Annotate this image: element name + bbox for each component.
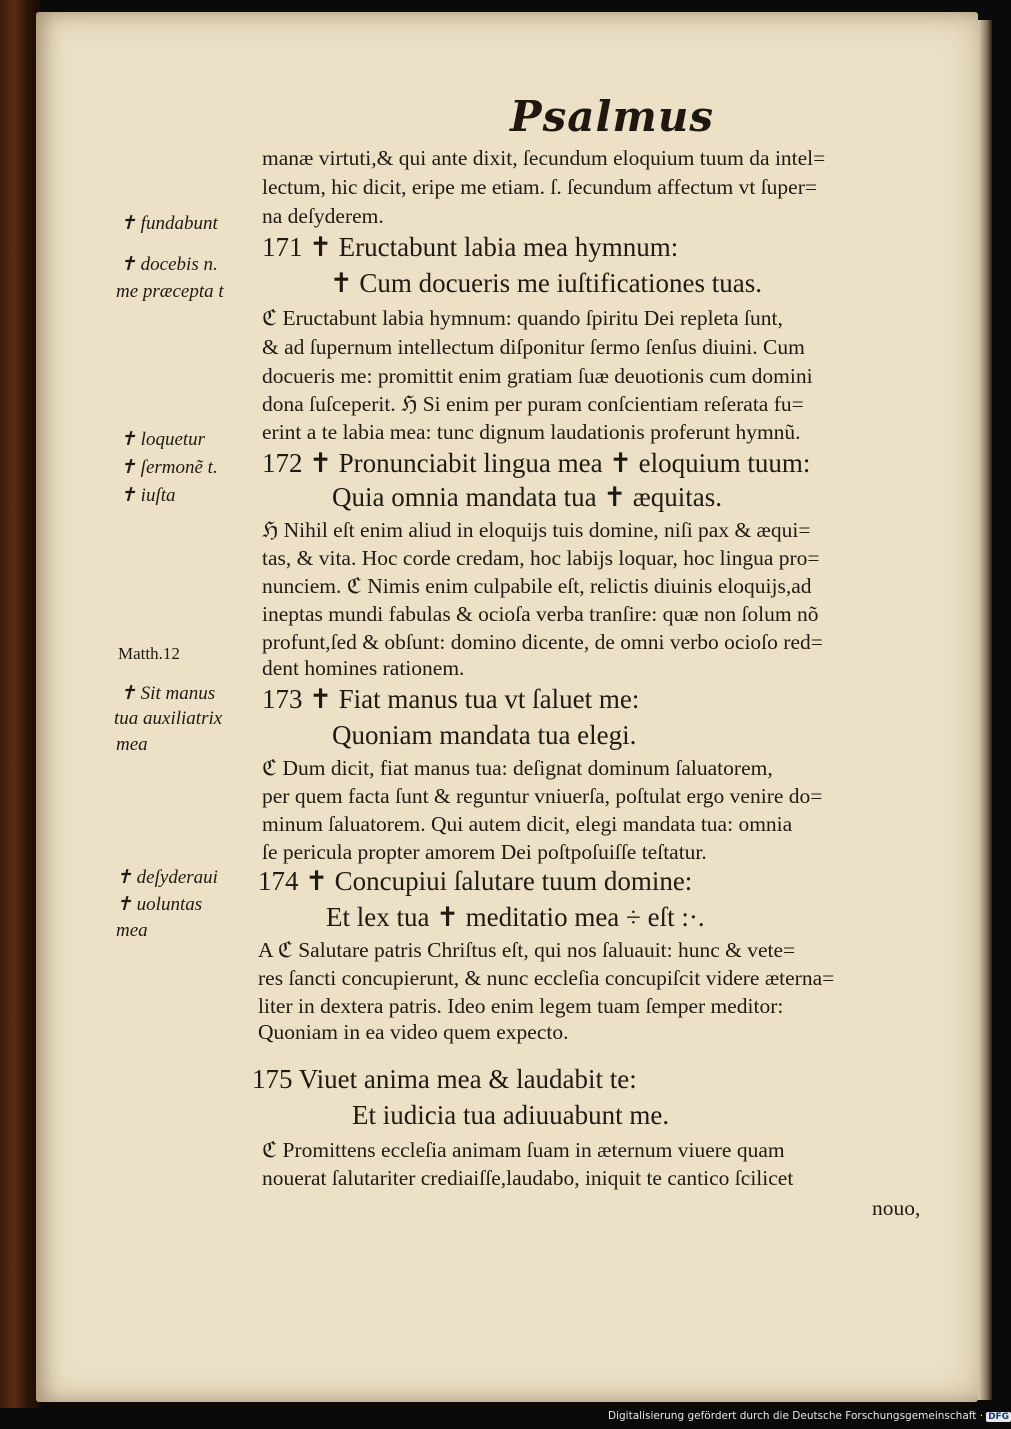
text-line: dona ſuſceperit. ℌ Si enim per puram conſcientiam reſerata fu= (262, 392, 804, 416)
text-line: erint a te labia mea: tunc dignum laudationis proferunt hymnũ. (262, 420, 801, 444)
text-line: ineptas mundi fabulas & ocioſa verba tranſire: quæ non ſolum nõ (262, 602, 819, 626)
verse-line: 175 Viuet anima mea & laudabit te: (252, 1064, 637, 1094)
marginal-note: ✝ uoluntas (116, 894, 203, 915)
text-line: dent homines rationem. (262, 656, 465, 680)
verse-line: Et iudicia tua adiuuabunt me. (352, 1100, 670, 1130)
marginal-note: ✝ iuſta (120, 485, 176, 506)
text-line: profunt,ſed & obſunt: domino dicente, de omni verbo ocioſo red= (262, 630, 823, 654)
verse-line: Et lex tua ✝ meditatio mea ÷ eſt :·. (326, 902, 705, 932)
text-line: nunciem. ℭ Nimis enim culpabile eſt, relictis diuinis eloquijs,ad (262, 574, 812, 598)
text-line: res ſancti concupierunt, & nunc eccleſia concupiſcit videre æterna= (258, 966, 835, 990)
marginal-note: Matth.12 (118, 644, 180, 663)
marginal-note: mea (116, 920, 148, 941)
text-line: docueris me: promittit enim gratiam ſuæ deuotionis cum domini (262, 364, 813, 388)
text-line: Quoniam in ea video quem expecto. (258, 1020, 569, 1044)
catchword: nouo, (872, 1196, 921, 1220)
marginal-note: ✝ ſermonẽ t. (120, 457, 218, 478)
verse-line: ✝ Cum docueris me iuſtificationes tuas. (330, 268, 763, 298)
text-line: lectum, hic dicit, eripe me etiam. ſ. ſecundum affectum vt ſuper= (262, 175, 818, 199)
text-line: manæ virtuti,& qui ante dixit, ſecundum eloquium tuum da intel= (262, 146, 826, 170)
text-line: ſe pericula propter amorem Dei poſtpoſuiſſe teſtatur. (262, 840, 707, 864)
text-line: ℭ Promittens eccleſia animam ſuam in æternum viuere quam (262, 1138, 785, 1162)
verse-line: 173 ✝ Fiat manus tua vt ſaluet me: (262, 684, 640, 714)
text-line: tas, & vita. Hoc corde credam, hoc labijs loquar, hoc lingua pro= (262, 546, 820, 570)
marginal-note: ✝ deſyderaui (116, 867, 218, 888)
digitization-credit (608, 1410, 1011, 1422)
text-line: & ad ſupernum intellectum diſponitur ſermo ſenſus diuini. Cum (262, 335, 805, 359)
marginal-note: mea (116, 734, 148, 755)
text-line: ℭ Eructabunt labia hymnum: quando ſpiritu Dei repleta ſunt, (262, 306, 783, 330)
marginal-note: ✝ docebis n. (120, 254, 218, 275)
marginal-note: tua auxiliatrix (114, 708, 223, 729)
verse-line: Quoniam mandata tua elegi. (332, 720, 637, 750)
verse-line: 172 ✝ Pronunciabit lingua mea ✝ eloquium tuum: (262, 448, 811, 478)
marginal-note: ✝ loquetur (120, 429, 206, 450)
text-line: A ℭ Salutare patris Chriſtus eſt, qui nos ſaluauit: hunc & vete= (258, 938, 796, 962)
verse-line: 171 ✝ Eructabunt labia mea hymnum: (262, 232, 679, 262)
marginal-note: ✝ fundabunt (120, 213, 218, 234)
text-line: ℭ Dum dicit, fiat manus tua: deſignat dominum ſaluatorem, (262, 756, 773, 780)
verse-line: Quia omnia mandata tua ✝ æquitas. (332, 482, 723, 512)
text-line: ℌ Nihil eſt enim aliud in eloquijs tuis domine, niſi pax & æqui= (262, 518, 811, 542)
running-head: Psalmus (510, 92, 715, 141)
text-line: na deſyderem. (262, 204, 384, 228)
marginal-note: me præcepta t (116, 281, 224, 302)
text-line: per quem facta ſunt & reguntur vniuerſa, poſtulat ergo venire do= (262, 784, 823, 808)
credit-text: Digitalisierung gefördert durch die Deutsche Forschungsgemeinschaft · (608, 1410, 984, 1422)
text-line: nouerat ſalutariter crediaiſſe,laudabo, iniquit te cantico ſcilicet (262, 1166, 794, 1190)
page-edge (978, 20, 992, 1400)
text-line: minum ſaluatorem. Qui autem dicit, elegi mandata tua: omnia (262, 812, 793, 836)
dfg-logo: DFG (988, 1412, 1010, 1422)
text-line: liter in dextera patris. Ideo enim legem tuam ſemper meditor: (258, 994, 784, 1018)
verse-line: 174 ✝ Concupiui ſalutare tuum domine: (258, 866, 693, 896)
book-spine (0, 0, 40, 1408)
marginal-note: ✝ Sit manus (120, 683, 216, 704)
